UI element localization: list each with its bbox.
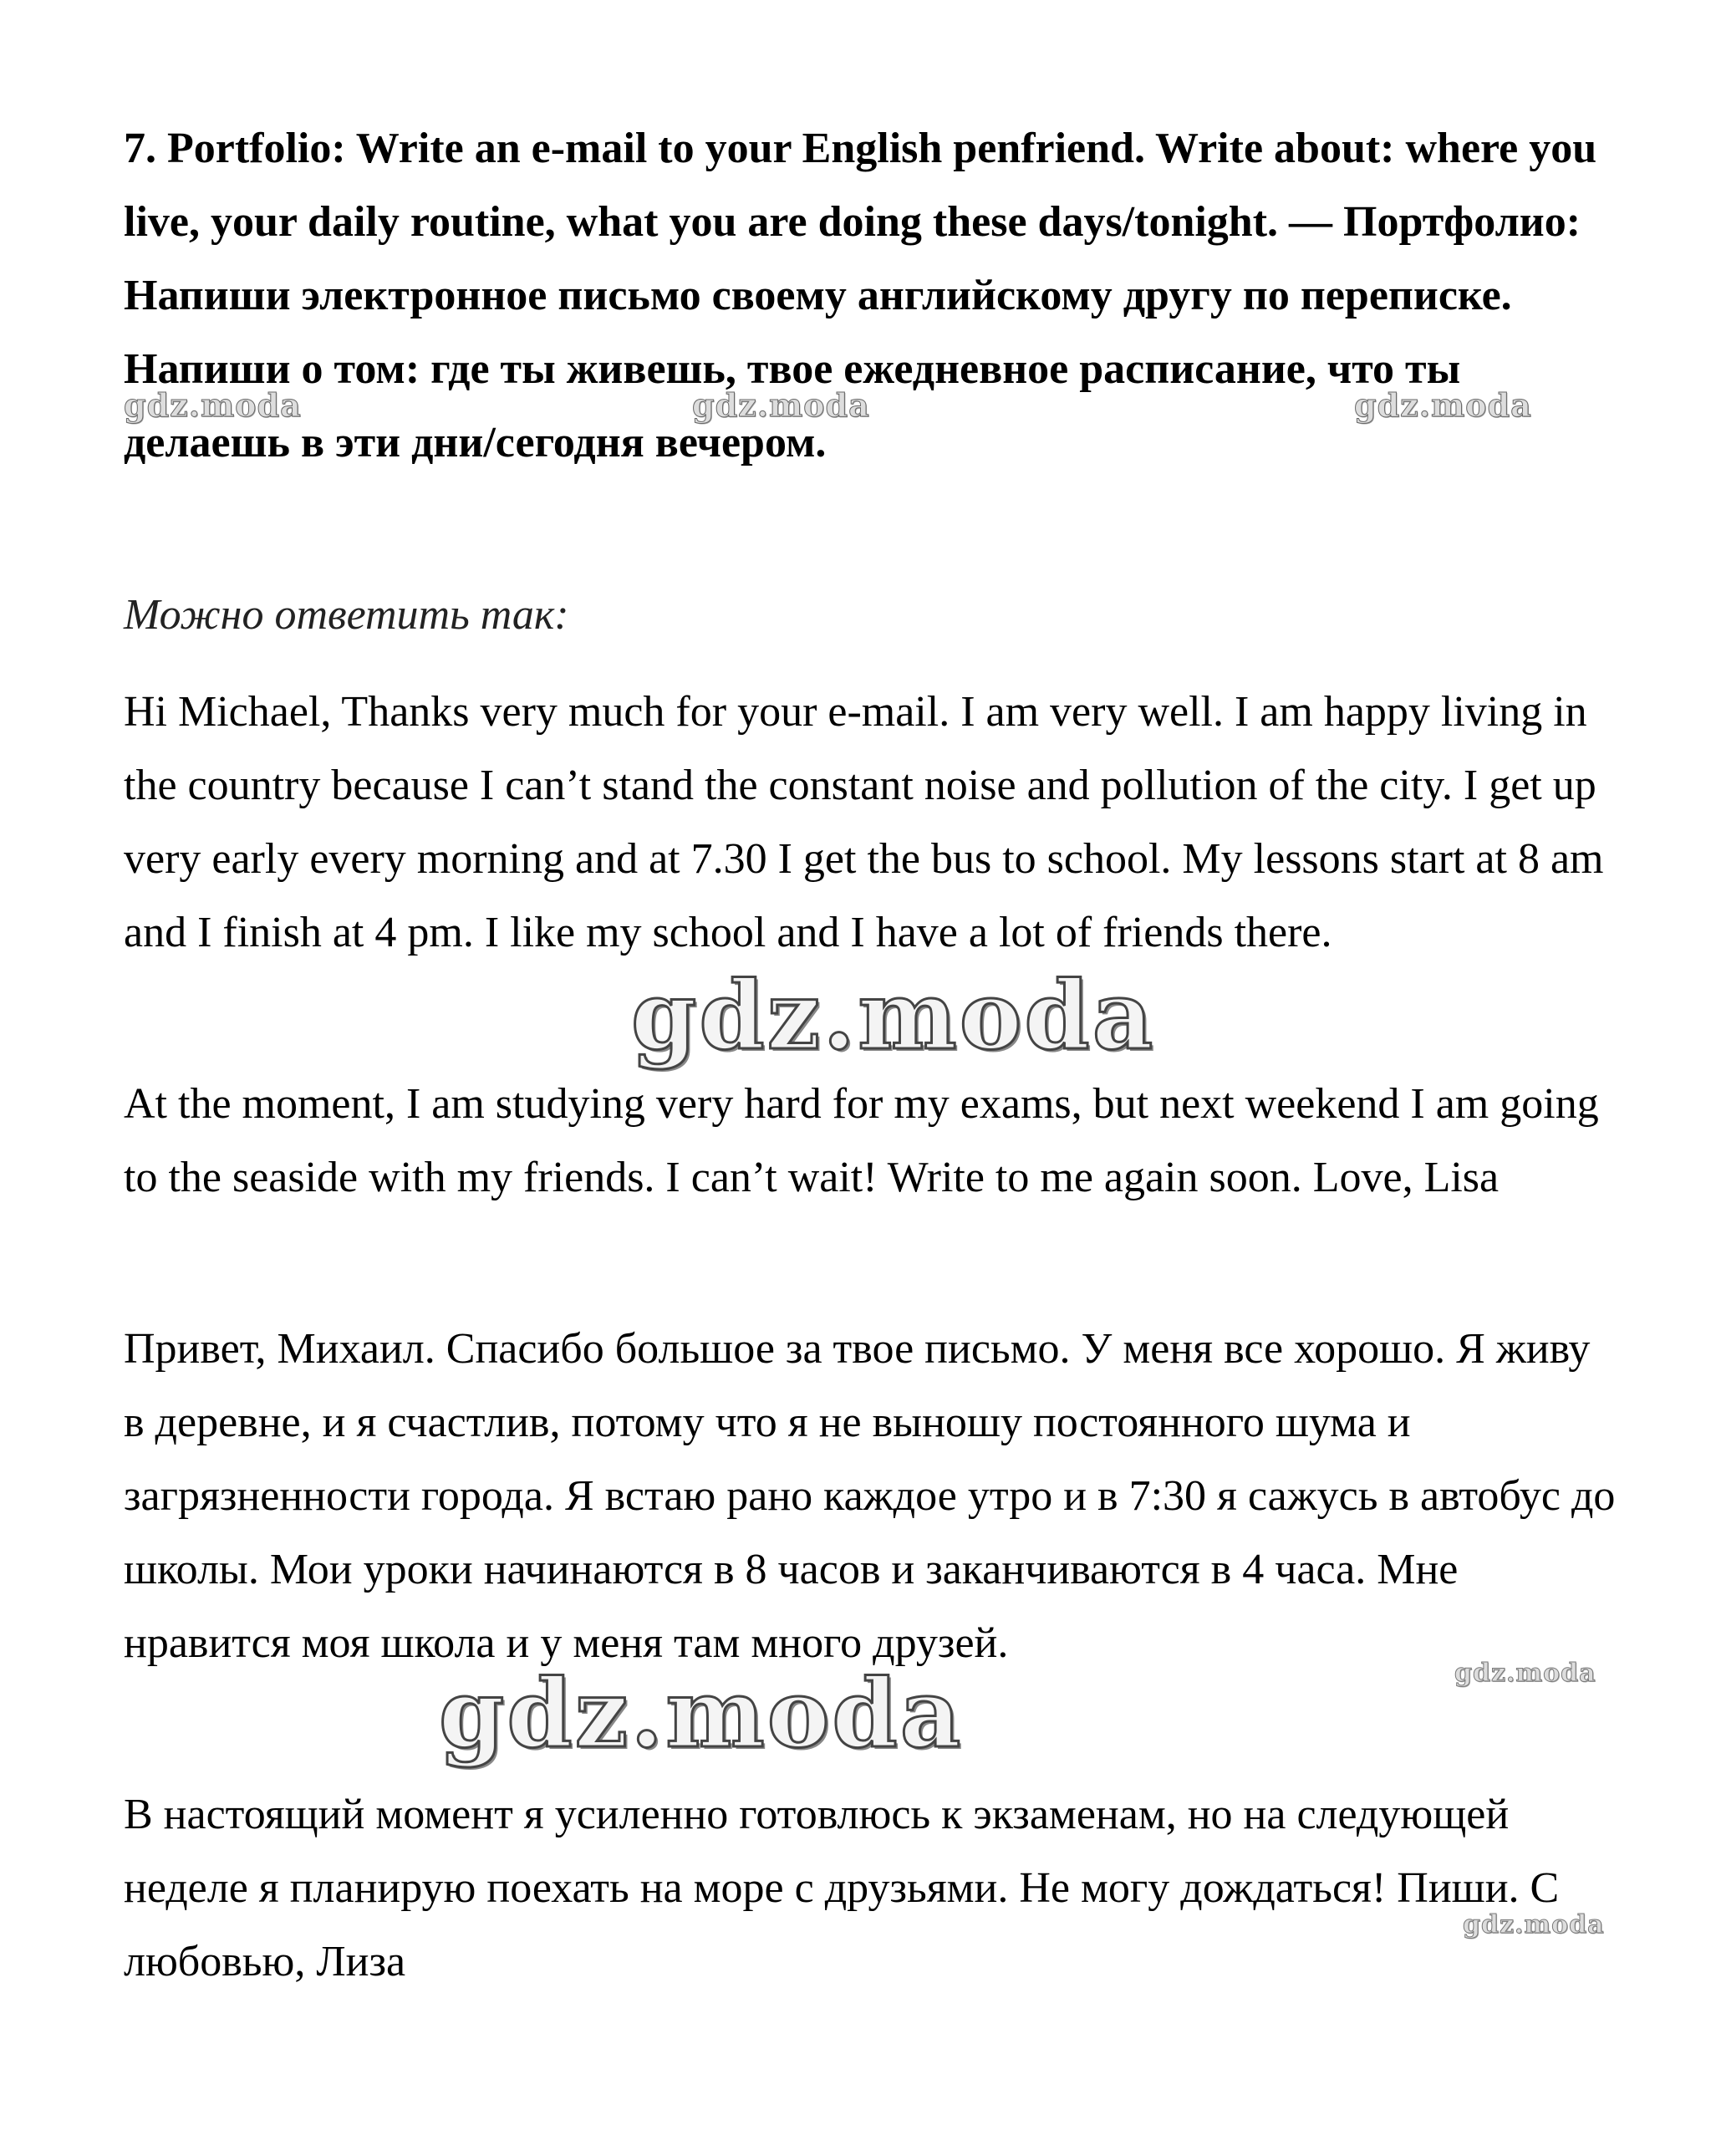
answer-ru-paragraph-2: В настоящий момент я усиленно готовлюсь к экзаменам, но на следующей неделе я планирую поехать на море с друзьями. Не могу дождаться! Пиши. С любовью, Лиза [124, 1791, 1560, 1985]
watermark: gdz.moda [1454, 1659, 1596, 1688]
watermark: gdz.moda [1354, 386, 1532, 424]
answer-intro: Можно ответить так: [124, 591, 569, 639]
answer-ru-paragraph-1: Привет, Михаил. Спасибо большое за твое письмо. У меня все хорошо. Я живу в деревне, и я счастлив, потому что я не выношу постоянного шума и загрязненности города. Я встаю рано каждое утро и в 7:30 я сажусь в автобус до школы. Мои уроки начинаются в 8 часов и заканчиваются в 4 часа. Мне нравится моя школа и у меня там много друзей. [124, 1325, 1616, 1667]
answer-en-paragraph-1: Hi Michael, Thanks very much for your e-mail. I am very well. I am happy living in the country because I can’t stand the constant noise and pollution of the city. I get up very early every morning and at 7.30 I get the bus to school. My lessons start at 8 am and I finish at 4 pm. I like my school and I have a lot of friends there. [124, 688, 1604, 956]
answer-en-paragraph-2: At the moment, I am studying very hard for my exams, but next weekend I am going to the seaside with my friends. I can’t wait! Write to me again soon. Love, Lisa [124, 1080, 1599, 1201]
watermark: gdz.moda [124, 386, 302, 424]
watermark: gdz.moda [692, 386, 870, 424]
watermark: gdz.moda [439, 1659, 964, 1769]
watermark: gdz.moda [631, 961, 1156, 1071]
task-heading: 7. Portfolio: Write an e-mail to your English penfriend. Write about: where you live, your daily routine, what you are doing these days/tonight. — Портфолио: Напиши электронное письмо своему английскому другу по переписке. Напиши о том: где ты живешь, твое ежедневное расписание, что ты делаешь в эти дни/сегодня вечером. [124, 125, 1597, 466]
watermark: gdz.moda [1463, 1910, 1605, 1939]
